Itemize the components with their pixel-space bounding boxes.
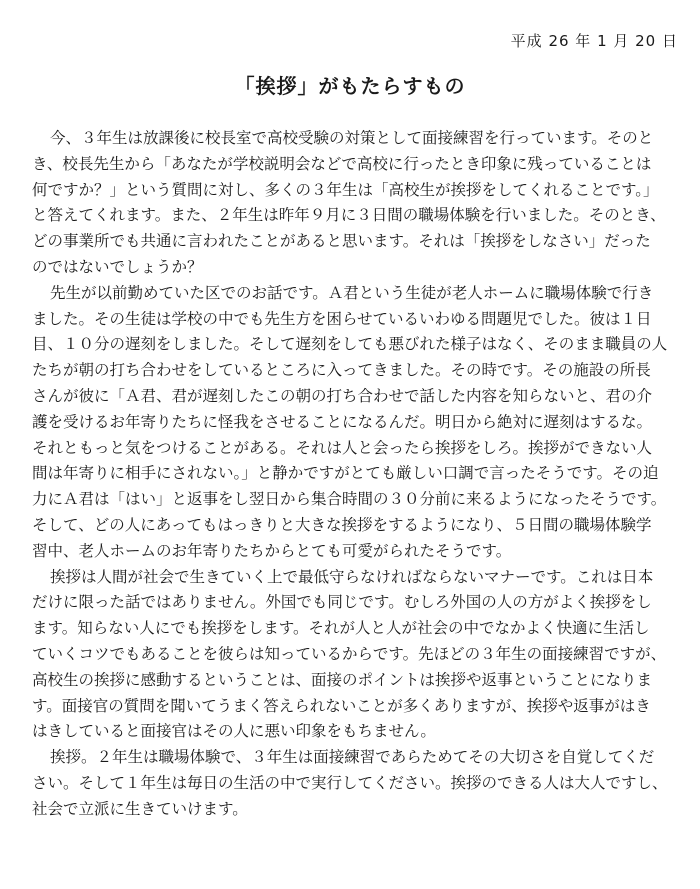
text-line: 先生が以前勤めていた区でのお話です。Ａ君という生徒が老人ホームに職場体験で行き xyxy=(50,283,654,302)
paragraph-1 xyxy=(32,126,672,281)
text-line: 目、１０分の遅刻をしました。そして遅刻をしても悪びれた様子はなく、そのまま職員の人 xyxy=(32,335,668,354)
document-title: 「挨拶」がもたらすもの xyxy=(234,74,466,98)
text-line: 何ですか？」という質問に対し、多くの３年生は「高校生が挨拶をしてくれることです。」 xyxy=(32,180,659,199)
text-line: たちが朝の打ち合わせをしているところに入ってきました。その時です。その施設の所長 xyxy=(32,361,651,380)
text-line: き、校長先生から「あなたが学校説明会などで高校に行ったとき印象に残っていることは xyxy=(32,154,652,173)
text-line: ました。その生徒は学校の中でも先生方を困らせているいわゆる問題児でした。彼は１日 xyxy=(32,309,652,328)
paragraph-3 xyxy=(32,565,672,746)
text-line: ます。知らない人にでも挨拶をします。それが人と人が社会の中でなかよく快適に生活し xyxy=(32,619,650,638)
text-line: 高校生の挨拶に感動するということは、面接のポイントは挨拶や返事ということになりま xyxy=(32,670,653,689)
text-line: 力にＡ君は「はい」と返事をし翌日から集合時間の３０分前に来るようになったそうです。 xyxy=(32,490,667,509)
text-line: 社会で立派に生きていけます。 xyxy=(32,799,248,818)
text-line: そして、どの人にあってもはっきりと大きな挨拶をするようになり、５日間の職場体験学 xyxy=(32,515,652,534)
text-line: はきしていると面接官はその人に悪い印象をもちません。 xyxy=(32,722,436,741)
text-line: と答えてくれます。また、２年生は昨年９月に３日間の職場体験を行いました。そのとき、 xyxy=(32,206,666,225)
text-line: さんが彼に「Ａ君、君が遅刻したこの朝の打ち合わせで話した内容を知らないと、君の介 xyxy=(32,386,653,405)
paragraph-2 xyxy=(32,281,672,565)
text-line: 挨拶。２年生は職場体験で、３年生は面接練習であらためてその大切さを自覚してくだ xyxy=(50,748,655,767)
text-line: 習中、老人ホームのお年寄りたちからとても可愛がられたそうです。 xyxy=(32,541,512,560)
text-line: それともっと気をつけることがある。それは人と会ったら挨拶をしろ。挨拶ができない人 xyxy=(32,438,653,457)
text-line: 挨拶は人間が社会で生きていく上で最低守らなければならないマナーです。これは日本 xyxy=(50,567,654,586)
text-line: 間は年寄りに相手にされない。」と静かですがとても厳しい口調で言ったそうです。その迫 xyxy=(32,464,659,483)
text-line: 今、３年生は放課後に校長室で高校受験の対策として面接練習を行っています。そのと xyxy=(50,129,654,147)
text-line: ていくコツでもあることを彼らは知っているからです。先ほどの３年生の面接練習ですが、 xyxy=(32,644,667,663)
text-line: だけに限った話ではありません。外国でも同じです。むしろ外国の人の方がよく挨拶をし xyxy=(32,593,652,612)
paragraph-4 xyxy=(32,745,672,822)
text-line: 護を受けるお年寄りたちに怪我をさせることになるんだ。明日から絶対に遅刻はするな。 xyxy=(32,412,653,431)
document-date: 平成 26 年 1 月 20 日 xyxy=(510,32,678,50)
text-line: さい。そして１年生は毎日の生活の中で実行してください。挨拶のできる人は大人ですし、 xyxy=(32,773,668,792)
text-line: どの事業所でも共通に言われたことがあると思います。それは「挨拶をしなさい」だった xyxy=(32,232,651,251)
text-line: のではないでしょうか？ xyxy=(32,257,203,276)
document-body xyxy=(32,126,672,823)
text-line: す。面接官の質問を聞いてうまく答えられないことが多くありますが、挨拶や返事がはき xyxy=(32,696,651,715)
